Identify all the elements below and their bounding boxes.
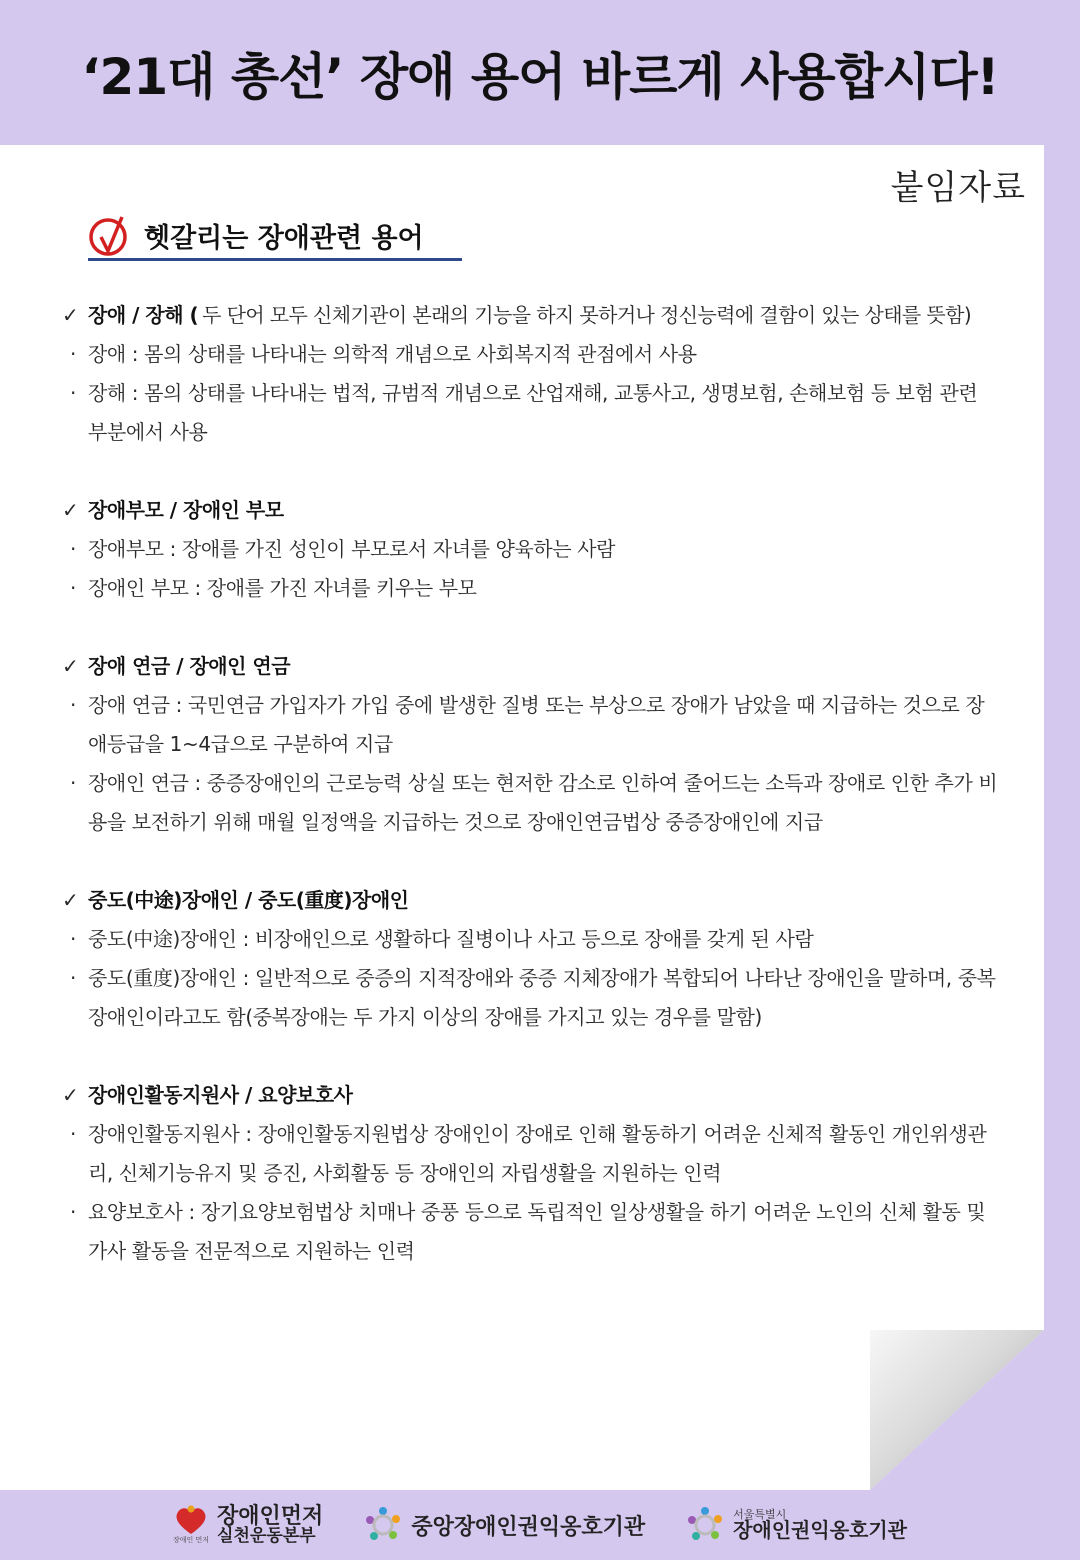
logo-caption: 장애인 먼저 — [173, 1536, 210, 1544]
checkmark-icon: ✓ — [62, 654, 79, 678]
checkmark-icon: ✓ — [62, 303, 79, 327]
definition-text: 요양보호사 : 장기요양보험법상 치매나 중풍 등으로 독립적인 일상생활을 하기 어려운 노인의 신체 활동 및 가사 활동을 전문적으로 지원하는 인력 — [88, 1200, 986, 1263]
term-note: 두 단어 모두 신체기관이 본래의 기능을 하지 못하거나 정신능력에 결함이 있는 상태를 뜻함) — [202, 303, 972, 327]
checkmark-icon: ✓ — [62, 888, 79, 912]
header-banner — [0, 0, 1080, 145]
term-heading — [62, 296, 1002, 335]
term-title: 장애인활동지원사 / 요양보호사 — [88, 1083, 353, 1107]
bullet-icon: · — [70, 381, 76, 405]
term-heading — [62, 647, 1002, 686]
term-heading — [62, 881, 1002, 920]
term-heading — [62, 1076, 1002, 1115]
definition-text: 장애 연금 : 국민연금 가입자가 가입 중에 발생한 질병 또는 부상으로 장애가 남았을 때 지급하는 것으로 장애등급을 1~4급으로 구분하여 지급 — [88, 693, 985, 756]
term-heading — [62, 491, 1002, 530]
definition-text: 장애 : 몸의 상태를 나타내는 의학적 개념으로 사회복지적 관점에서 사용 — [88, 342, 697, 366]
definition-item — [62, 335, 1002, 374]
org-name: 중앙장애인권익옹호기관 — [411, 1514, 646, 1540]
definition-item — [62, 686, 1002, 764]
definition-text: 중도(重度)장애인 : 일반적으로 중증의 지적장애와 중증 지체장애가 복합되어 나타난 장애인을 말하며, 중복장애인이라고도 함(중복장애는 두 가지 이상의 장애를 가지고 있는 경우를 말함) — [88, 966, 996, 1029]
bullet-icon: · — [70, 342, 76, 366]
bullet-icon: · — [70, 537, 76, 561]
term-block — [62, 1076, 1002, 1271]
attachment-label: 붙임자료 — [890, 168, 1026, 208]
terms-list — [62, 296, 1002, 1310]
section-heading — [88, 212, 462, 261]
definition-text: 장애인 부모 : 장애를 가진 자녀를 키우는 부모 — [88, 576, 477, 600]
definition-text: 장애인 연금 : 중증장애인의 근로능력 상실 또는 현저한 감소로 인하여 줄어드는 소득과 장애로 인한 추가 비용을 보전하기 위해 매월 일정액을 지급하는 것으로 장애인연금법상 중증장애인에 지급 — [88, 771, 998, 834]
campaign-name — [217, 1505, 323, 1546]
org-name-line1: 장애인먼저 — [217, 1503, 324, 1529]
term-title: 장애부모 / 장애인 부모 — [88, 498, 284, 522]
definition-item — [62, 569, 1002, 608]
page-title: ‘21대 총선’ 장애 용어 바르게 사용합시다! — [81, 47, 999, 106]
vote-check-icon — [88, 213, 132, 257]
org-logo-seoul — [685, 1505, 907, 1545]
bullet-icon: · — [70, 966, 76, 990]
campaign-logo-mark — [173, 1505, 209, 1545]
people-circle-logo-icon — [363, 1505, 403, 1545]
term-title: 장애 / 장해 ( — [88, 303, 199, 327]
bullet-icon: · — [70, 927, 76, 951]
definition-text: 중도(中途)장애인 : 비장애인으로 생활하다 질병이나 사고 등으로 장애를 갖게 된 사람 — [88, 927, 814, 951]
term-block — [62, 296, 1002, 452]
term-title: 중도(中途)장애인 / 중도(重度)장애인 — [88, 888, 409, 912]
bullet-icon: · — [70, 693, 76, 717]
section-title: 헷갈리는 장애관련 용어 — [144, 222, 424, 254]
definition-item — [62, 1115, 1002, 1193]
bullet-icon: · — [70, 1122, 76, 1146]
checkmark-icon: ✓ — [62, 1083, 79, 1107]
definition-item — [62, 920, 1002, 959]
org-prefix: 서울특별시 — [733, 1507, 787, 1521]
footer-logos — [0, 1490, 1080, 1560]
heart-person-logo-icon — [174, 1505, 208, 1535]
seoul-org-name — [733, 1509, 907, 1542]
definition-item — [62, 1193, 1002, 1271]
definition-text: 장해 : 몸의 상태를 나타내는 법적, 규범적 개념으로 산업재해, 교통사고, 생명보험, 손해보험 등 보험 관련 부분에서 사용 — [88, 381, 978, 444]
term-title: 장애 연금 / 장애인 연금 — [88, 654, 291, 678]
people-circle-logo-icon — [685, 1505, 725, 1545]
term-block — [62, 647, 1002, 842]
definition-text: 장애부모 : 장애를 가진 성인이 부모로서 자녀를 양육하는 사람 — [88, 537, 615, 561]
term-block — [62, 491, 1002, 608]
definition-item — [62, 530, 1002, 569]
org-logo-campaign — [173, 1505, 323, 1546]
bullet-icon: · — [70, 771, 76, 795]
bullet-icon: · — [70, 1200, 76, 1224]
definition-item — [62, 764, 1002, 842]
org-name-line2: 실천운동본부 — [217, 1525, 316, 1546]
definition-text: 장애인활동지원사 : 장애인활동지원법상 장애인이 장애로 인해 활동하기 어려운 신체적 활동인 개인위생관리, 신체기능유지 및 증진, 사회활동 등 장애인의 자립생활을 지원하는 인력 — [88, 1122, 987, 1185]
term-block — [62, 881, 1002, 1037]
definition-item — [62, 959, 1002, 1037]
bullet-icon: · — [70, 576, 76, 600]
page-curl — [870, 1330, 1044, 1490]
org-name: 장애인권익옹호기관 — [733, 1518, 907, 1543]
definition-item — [62, 374, 1002, 452]
checkmark-icon: ✓ — [62, 498, 79, 522]
org-logo-central — [363, 1505, 645, 1545]
